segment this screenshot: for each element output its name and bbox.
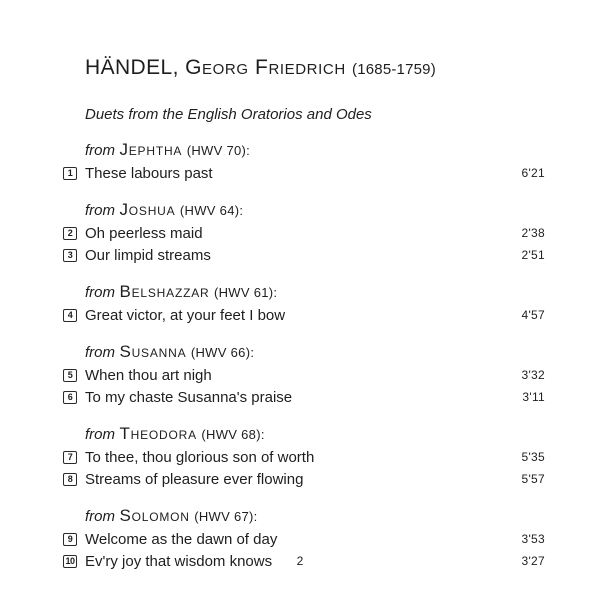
section-prefix: from <box>85 202 115 219</box>
section-heading <box>85 505 545 528</box>
section-work-title: Theodora <box>119 424 197 443</box>
track-duration: 4'57 <box>521 308 545 322</box>
work-section <box>67 139 545 184</box>
work-section <box>67 341 545 408</box>
section-heading <box>85 139 545 162</box>
composer-last-name: HÄNDEL, <box>85 56 179 79</box>
section-heading <box>85 199 545 222</box>
section-prefix: from <box>85 344 115 361</box>
section-heading <box>85 281 545 304</box>
track-duration: 2'51 <box>521 248 545 262</box>
track-number-badge: 3 <box>63 249 77 262</box>
section-hwv-number: (HWV 68): <box>201 427 265 442</box>
page-content <box>65 56 545 572</box>
track-list <box>65 139 545 572</box>
section-hwv-number: (HWV 64): <box>179 203 244 218</box>
work-section <box>67 423 545 490</box>
section-hwv-number: (HWV 67): <box>194 509 258 524</box>
track-title: Ev'ry joy that wisdom knows <box>85 552 273 570</box>
section-prefix: from <box>85 142 115 159</box>
section-work-title: Joshua <box>119 200 176 219</box>
track-number-badge: 8 <box>63 473 77 486</box>
section-hwv-number: (HWV 61): <box>213 285 278 300</box>
track-row <box>67 528 545 550</box>
track-number-badge: 1 <box>63 167 77 180</box>
composer-first-name: Georg Friedrich <box>185 56 346 79</box>
track-duration: 3'53 <box>521 532 545 546</box>
album-subtitle: Duets from the English Oratorios and Odes <box>85 106 372 123</box>
section-work-title: Jephtha <box>119 140 183 159</box>
section-hwv-number: (HWV 70): <box>186 143 251 158</box>
track-title: Welcome as the dawn of day <box>85 530 278 548</box>
track-title: Our limpid streams <box>85 246 211 264</box>
track-title: Great victor, at your feet I bow <box>85 306 286 324</box>
section-tracks <box>67 304 545 326</box>
track-title: To thee, thou glorious son of worth <box>85 448 315 466</box>
section-tracks <box>67 446 545 490</box>
track-number-badge: 10 <box>63 555 77 568</box>
track-row <box>67 446 545 468</box>
section-work-title: Belshazzar <box>119 282 210 301</box>
track-duration: 2'38 <box>521 226 545 240</box>
track-row <box>67 222 545 244</box>
track-title: Oh peerless maid <box>85 224 203 242</box>
track-row <box>67 162 545 184</box>
composer-heading <box>85 56 545 82</box>
work-section <box>67 281 545 326</box>
track-duration: 3'32 <box>521 368 545 382</box>
track-duration: 6'21 <box>521 166 545 180</box>
section-heading <box>85 341 545 364</box>
section-heading <box>85 423 545 446</box>
track-title: When thou art nigh <box>85 366 212 384</box>
section-prefix: from <box>85 284 115 301</box>
page-number: 2 <box>296 554 304 568</box>
track-row <box>67 386 545 408</box>
section-work-title: Solomon <box>119 506 190 525</box>
section-prefix: from <box>85 426 115 443</box>
work-section <box>67 199 545 266</box>
track-duration: 5'35 <box>521 450 545 464</box>
section-prefix: from <box>85 508 115 525</box>
section-tracks <box>67 162 545 184</box>
track-duration: 3'27 <box>521 554 545 568</box>
track-number-badge: 5 <box>63 369 77 382</box>
track-number-badge: 6 <box>63 391 77 404</box>
track-number-badge: 7 <box>63 451 77 464</box>
track-number-badge: 9 <box>63 533 77 546</box>
track-title: Streams of pleasure ever flowing <box>85 470 304 488</box>
track-row <box>67 304 545 326</box>
section-tracks <box>67 222 545 266</box>
track-row <box>67 244 545 266</box>
track-duration: 5'57 <box>521 472 545 486</box>
section-tracks <box>67 364 545 408</box>
track-title: To my chaste Susanna's praise <box>85 388 293 406</box>
track-row <box>67 468 545 490</box>
track-duration: 3'11 <box>522 390 545 404</box>
track-number-badge: 4 <box>63 309 77 322</box>
composer-years: (1685-1759) <box>352 61 436 78</box>
track-title: These labours past <box>85 164 213 182</box>
track-row <box>67 364 545 386</box>
section-work-title: Susanna <box>119 342 187 361</box>
track-number-badge: 2 <box>63 227 77 240</box>
section-hwv-number: (HWV 66): <box>190 345 255 360</box>
